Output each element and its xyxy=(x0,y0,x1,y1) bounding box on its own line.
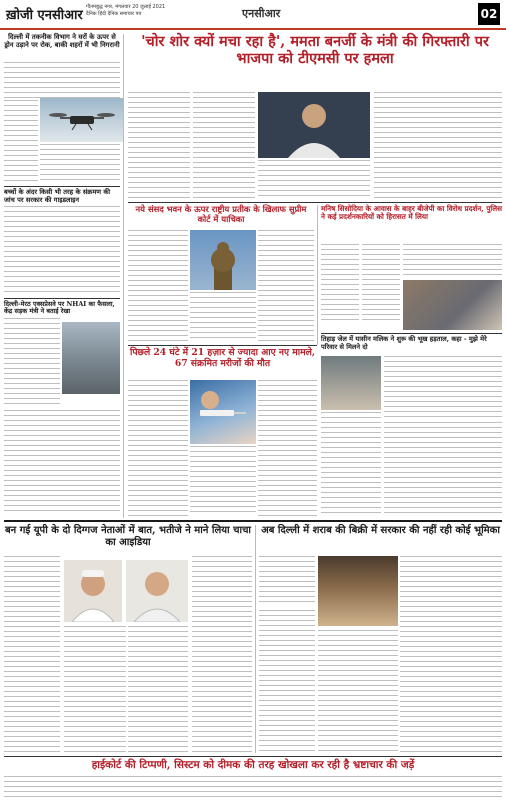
column-divider xyxy=(255,525,256,753)
person-icon xyxy=(126,560,188,622)
covid-body xyxy=(128,380,188,516)
dateline-line-1: गौतमबुद्ध नगर, मंगलवार 20 जुलाई 2021 xyxy=(86,4,166,10)
kids-guidelines-headline: बच्चों के अंदर किसी भी तरह के संक्रमण की जांच पर सरकार की गाइडलाइन xyxy=(4,188,111,204)
rule xyxy=(4,756,502,757)
liquor-body-4 xyxy=(318,630,398,752)
mamata-body-col-1 xyxy=(128,92,190,200)
liquor-body xyxy=(259,556,315,606)
parliament-body-3 xyxy=(190,292,256,342)
rule xyxy=(128,345,317,346)
vaccination-photo xyxy=(190,380,256,444)
parliament-body-2 xyxy=(258,230,314,342)
manish-body xyxy=(321,244,359,322)
nhai-headline: दिल्ली-मेरठ एक्सप्रेसवे पर NHAI का फैसला, केंद्र सड़क मंत्री ने बताई रेखा xyxy=(4,300,115,316)
emblem-icon xyxy=(190,230,256,290)
drone-body-3 xyxy=(40,144,120,184)
kids-guidelines-body xyxy=(4,206,120,296)
person-icon xyxy=(64,560,122,622)
mamata-body-col-4 xyxy=(374,92,502,200)
rule xyxy=(128,202,502,203)
liquor-headline: अब दिल्ली में शराब की बिक्री में सरकार की नहीं रही कोई भूमिका xyxy=(261,525,500,536)
leader-photo-2 xyxy=(126,560,188,622)
syringe-icon xyxy=(190,380,256,444)
person-icon xyxy=(258,92,370,158)
up-leaders-body-3 xyxy=(128,626,188,752)
mamata-headline: 'चोर शोर क्यों मचा रहा है', ममता बनर्जी के मंत्री की गिरफ्तारी पर भाजपा को टीएमसी पर हमला xyxy=(141,33,489,67)
nhai-body-2 xyxy=(4,410,120,515)
drone-headline: दिल्ली में तकनीक विभाग ने घरों के ऊपर से ड्रोन उड़ाने पर रोक, बाकी शहरों में भी निगरानी xyxy=(4,33,120,49)
mamata-body-col-3 xyxy=(258,160,370,200)
covid-body-3 xyxy=(190,446,256,516)
tihar-body xyxy=(384,356,502,420)
up-leaders-headline: बन गई यूपी के दो दिग्गज नेताओं में बात, भतीजे ने माने लिया चाचा का आइडिया xyxy=(4,525,252,548)
rule xyxy=(4,520,502,522)
page-number: 02 xyxy=(478,3,500,25)
manish-body-3 xyxy=(403,244,502,278)
up-leaders-body xyxy=(4,556,60,752)
liquor-shop-photo xyxy=(318,556,398,626)
dateline xyxy=(86,4,236,18)
manish-headline: मनिष सिसोदिया के आवास के बाहर बीजेपी का विरोध प्रदर्शन, पुलिस ने कई प्रदर्शनकारियों को हिरासत में लिया xyxy=(321,204,502,222)
leader-photo-1 xyxy=(64,560,122,622)
protest-photo xyxy=(403,280,502,330)
newspaper-brand: ख़ोजी एनसीआर xyxy=(6,8,83,23)
rule xyxy=(4,298,120,299)
section-label: एनसीआर xyxy=(242,7,281,20)
highcourt-headline: हाईकोर्ट की टिप्पणी, सिस्टम को दीमक की तरह खोखला कर रही है भ्रष्टाचार की जड़ें xyxy=(91,759,415,771)
up-leaders-body-2 xyxy=(64,626,126,752)
mamata-body-col-2 xyxy=(193,92,255,200)
column-divider xyxy=(317,205,318,345)
up-leaders-body-4 xyxy=(192,556,252,752)
nhai-body xyxy=(4,318,60,408)
liquor-body-2 xyxy=(400,556,502,752)
drone-photo xyxy=(40,98,124,142)
drone-body-2 xyxy=(4,100,38,184)
parliament-photo xyxy=(190,230,256,290)
tihar-headline: तिहाड़ जेल में यासीन मलिक ने शुरू की भूख हड़ताल, कहा - मुझे मेरे परिवार से मिलने दो xyxy=(321,335,487,351)
rule xyxy=(4,186,120,187)
minister-photo xyxy=(258,92,370,158)
drone-icon xyxy=(40,98,124,142)
parliament-body xyxy=(128,230,188,342)
column-divider xyxy=(123,34,124,518)
tihar-body-3 xyxy=(384,422,502,516)
rule xyxy=(321,333,502,334)
drone-body xyxy=(4,62,120,100)
highcourt-body xyxy=(4,776,502,798)
tihar-photo xyxy=(321,356,381,410)
masthead xyxy=(0,0,506,30)
liquor-body-3 xyxy=(259,610,315,752)
covid-headline: पिछले 24 घंटे में 21 हज़ार से ज्यादा आए नए मामले, 67 संक्रमित मरीजों की मौत xyxy=(129,347,316,369)
dateline-line-2: दैनिक हिंदी दैनिक समाचार पत्र xyxy=(86,11,142,17)
manish-body-2 xyxy=(362,244,400,322)
covid-body-2 xyxy=(258,380,317,516)
nhai-road-photo xyxy=(62,322,120,394)
tihar-body-2 xyxy=(321,412,381,516)
parliament-headline: नये संसद भवन के ऊपर राष्ट्रीय प्रतीक के खिलाफ सुप्रीम कोर्ट में याचिका xyxy=(135,204,307,224)
